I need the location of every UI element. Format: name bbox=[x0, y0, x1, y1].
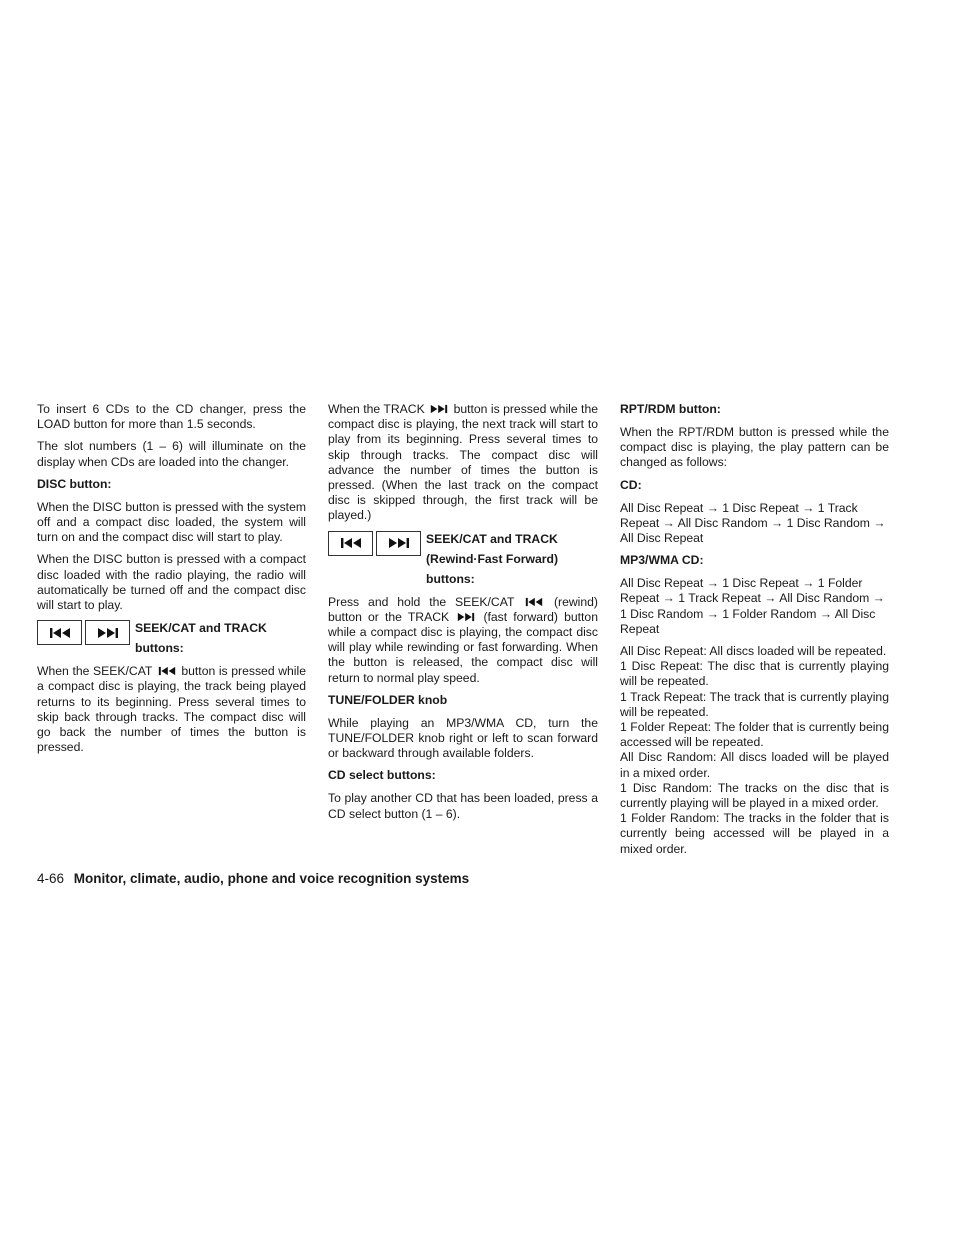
definition-1-track-repeat: 1 Track Repeat: The track that is currently playing will be repeated. bbox=[620, 689, 889, 719]
track-forward-button-graphic bbox=[376, 531, 421, 556]
rpt-rdm-paragraph: When the RPT/RDM button is pressed while the compact disc is playing, the play pattern can be changed as follows: bbox=[620, 425, 889, 470]
rewind-ff-paragraph bbox=[328, 595, 598, 686]
definition-1-folder-random: 1 Folder Random: The tracks in the folder that is currently being accessed will be played in a mixed order. bbox=[620, 811, 889, 856]
seek-track-heading-line2: buttons: bbox=[135, 641, 184, 656]
rewind-ff-heading-line3: buttons: bbox=[426, 571, 475, 586]
page-number: 4-66 bbox=[37, 871, 65, 886]
seek-back-icon bbox=[525, 597, 543, 607]
mp3-pattern-paragraph: All Disc Repeat → 1 Disc Repeat → 1 Folder Repeat → 1 Track Repeat → All Disc Random → 1 Disc Random → 1 Folder Random → All Disc Repeat bbox=[620, 576, 885, 636]
definition-all-disc-random: All Disc Random: All discs loaded will be played in a mixed order. bbox=[620, 750, 889, 780]
tune-folder-paragraph: While playing an MP3/WMA CD, turn the TUNE/FOLDER knob right or left to scan forward or backward through available folders. bbox=[328, 715, 598, 761]
column-left bbox=[37, 402, 306, 762]
seek-cat-text-start: When the SEEK/CAT bbox=[37, 664, 153, 679]
cd-select-paragraph: To play another CD that has been loaded, press a CD select button (1 – 6). bbox=[328, 791, 598, 821]
track-text-start: When the TRACK bbox=[328, 402, 425, 416]
mp3-wma-heading: MP3/WMA CD: bbox=[620, 553, 704, 568]
column-middle bbox=[328, 402, 598, 829]
track-forward-icon bbox=[97, 627, 119, 639]
seek-back-button-graphic bbox=[328, 531, 373, 556]
disc-radio-paragraph: When the DISC button is pressed with a compact disc loaded with the radio playing, the radio will automatically be turned off and the compact disc will start to play. bbox=[37, 552, 306, 613]
page-footer bbox=[37, 871, 469, 886]
seek-back-icon bbox=[158, 666, 176, 676]
definition-1-disc-random: 1 Disc Random: The tracks on the disc that is currently playing will be played in a mixed order. bbox=[620, 780, 889, 811]
section-title: Monitor, climate, audio, phone and voice recognition systems bbox=[73, 871, 470, 886]
track-forward-icon bbox=[457, 612, 475, 622]
seek-track-heading bbox=[135, 618, 267, 658]
definition-all-disc-repeat: All Disc Repeat: All discs loaded will be repeated. bbox=[620, 644, 887, 659]
seek-cat-paragraph bbox=[37, 664, 306, 755]
seek-cat-text-end: button is pressed while a compact disc is playing, the track being played returns to its beginning. Press several times to skip back through tracks. The compact disc will go back the number of times the button is pressed. bbox=[37, 664, 306, 755]
slot-numbers-paragraph: The slot numbers (1 – 6) will illuminate on the display when CDs are loaded into the changer. bbox=[37, 439, 306, 469]
seek-back-icon bbox=[340, 537, 362, 549]
column-right bbox=[620, 402, 889, 857]
track-forward-button-graphic bbox=[85, 620, 130, 645]
track-paragraph bbox=[328, 402, 598, 524]
seek-back-button-graphic bbox=[37, 620, 82, 645]
rewind-ff-heading bbox=[426, 529, 558, 589]
tune-folder-heading: TUNE/FOLDER knob bbox=[328, 692, 448, 707]
rewind-ff-heading-line2: (Rewind·Fast Forward) bbox=[426, 551, 559, 566]
disc-off-paragraph: When the DISC button is pressed with the system off and a compact disc loaded, the system will turn on and the compact disc will start to play. bbox=[37, 499, 306, 545]
rewind-text-middle: (rewind) button or the TRACK bbox=[328, 594, 598, 624]
rewind-text-end: (fast forward) button while a compact disc is playing, the compact disc will play while rewinding or fast forwarding. When the button is released, the compact disc will return to normal play speed. bbox=[328, 609, 598, 685]
seek-track-heading-line1: SEEK/CAT and TRACK bbox=[135, 621, 267, 636]
rewind-text-start: Press and hold the SEEK/CAT bbox=[328, 594, 515, 609]
seek-track-buttons-illustration bbox=[37, 620, 306, 658]
track-forward-icon bbox=[388, 537, 410, 549]
rpt-rdm-heading: RPT/RDM button: bbox=[620, 402, 721, 416]
track-forward-icon bbox=[430, 404, 448, 414]
definition-1-disc-repeat: 1 Disc Repeat: The disc that is currently playing will be repeated. bbox=[620, 659, 889, 689]
track-text-end: button is pressed while the compact disc is playing, the next track will start to play from its beginning. Press several times to skip through tracks. The compact disc will advance the number of times the button is pressed. (When the last track on the compact disc is skipped through, the first track will be played.) bbox=[328, 402, 598, 523]
seek-back-icon bbox=[49, 627, 71, 639]
disc-button-heading: DISC button: bbox=[37, 476, 112, 491]
rewind-ff-heading-line1: SEEK/CAT and TRACK bbox=[426, 531, 558, 546]
definition-1-folder-repeat: 1 Folder Repeat: The folder that is currently being accessed will be repeated. bbox=[620, 720, 889, 750]
cd-select-heading: CD select buttons: bbox=[328, 768, 436, 783]
load-paragraph: To insert 6 CDs to the CD changer, press the LOAD button for more than 1.5 seconds. bbox=[37, 402, 306, 432]
cd-heading: CD: bbox=[620, 477, 642, 492]
cd-pattern-paragraph: All Disc Repeat → 1 Disc Repeat → 1 Track Repeat → All Disc Random → 1 Disc Random → All Disc Repeat bbox=[620, 500, 886, 546]
rewind-ff-buttons-illustration bbox=[328, 531, 598, 589]
